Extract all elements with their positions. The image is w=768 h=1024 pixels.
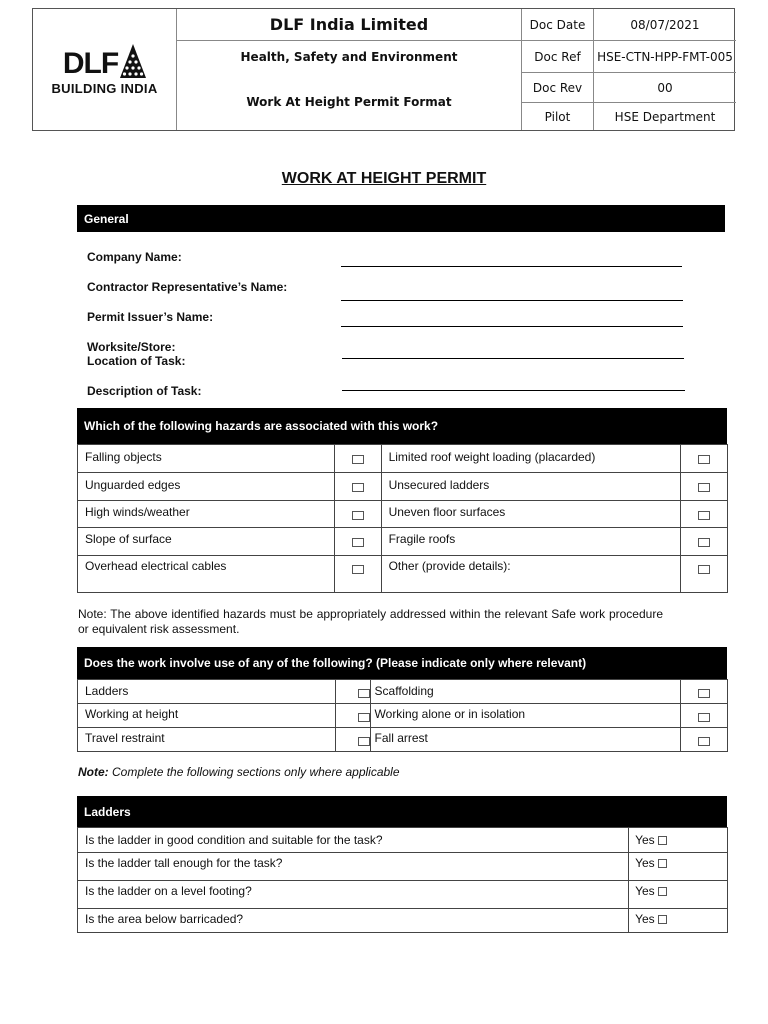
yes-label: Yes — [635, 833, 655, 847]
table-row — [78, 881, 728, 909]
permit-title: WORK AT HEIGHT PERMIT — [281, 170, 487, 187]
doc-date-label: Doc Date — [529, 17, 586, 32]
hazard-label: Fragile roofs — [381, 528, 680, 556]
company-name-label: Company Name: — [87, 250, 182, 264]
involve-checkbox[interactable] — [698, 689, 710, 698]
table-row — [78, 853, 728, 881]
hazard-checkbox[interactable] — [698, 511, 710, 520]
hazard-checkbox[interactable] — [698, 565, 710, 574]
hazard-checkbox[interactable] — [698, 455, 710, 464]
permit-issuer-field[interactable] — [341, 326, 683, 327]
involve-label: Working alone or in isolation — [370, 704, 681, 728]
ladders-section-heading: Ladders — [77, 796, 727, 827]
applicable-note-prefix: Note: — [78, 765, 109, 779]
ladder-question: Is the ladder on a level footing? — [78, 881, 629, 909]
company-logo — [33, 9, 176, 130]
table-row — [78, 501, 728, 528]
yes-checkbox[interactable] — [658, 915, 667, 924]
logo-triangle-icon — [120, 44, 146, 78]
logo-subtitle: BUILDING INDIA — [51, 80, 158, 96]
involve-label: Travel restraint — [78, 728, 336, 752]
hazard-checkbox[interactable] — [352, 538, 364, 547]
department-name: Health, Safety and Environment — [240, 49, 458, 64]
hazard-label: Limited roof weight loading (placarded) — [381, 445, 680, 473]
ladder-yes-option[interactable] — [629, 909, 728, 933]
involve-checkbox[interactable] — [358, 689, 370, 698]
doc-ref-value: HSE-CTN-HPP-FMT-005 — [597, 49, 733, 64]
yes-label: Yes — [635, 884, 655, 898]
involve-checkbox[interactable] — [358, 737, 370, 746]
hazards-section-heading: Which of the following hazards are associated with this work? — [77, 408, 727, 444]
doc-ref-label: Doc Ref — [534, 49, 581, 64]
doc-rev-value: 00 — [657, 80, 673, 95]
hazard-checkbox[interactable] — [698, 483, 710, 492]
table-row — [78, 680, 728, 704]
hazard-label: Unsecured ladders — [381, 473, 680, 501]
location-label: Location of Task: — [87, 354, 186, 368]
involve-section-heading: Does the work involve use of any of the following? (Please indicate only where relevant) — [77, 647, 727, 679]
company-name-field[interactable] — [341, 266, 682, 267]
involve-checkbox[interactable] — [698, 713, 710, 722]
yes-checkbox[interactable] — [658, 836, 667, 845]
description-field[interactable] — [342, 390, 685, 391]
company-name: DLF India Limited — [269, 15, 429, 34]
doc-rev-label: Doc Rev — [532, 80, 583, 95]
permit-issuer-label: Permit Issuer’s Name: — [87, 310, 214, 324]
table-row — [78, 828, 728, 853]
ladder-yes-option[interactable] — [629, 828, 728, 853]
hazard-label: Overhead electrical cables — [78, 556, 335, 593]
hazard-checkbox[interactable] — [352, 565, 364, 574]
hazard-checkbox[interactable] — [352, 455, 364, 464]
pilot-value: HSE Department — [614, 110, 716, 124]
ladder-yes-option[interactable] — [629, 853, 728, 881]
ladder-question: Is the area below barricaded? — [78, 909, 629, 933]
description-label: Description of Task: — [87, 384, 202, 398]
ladder-question: Is the ladder tall enough for the task? — [78, 853, 629, 881]
applicable-note-text: Complete the following sections only where applicable — [112, 765, 400, 779]
table-row — [78, 704, 728, 728]
hazards-note: Note: The above identified hazards must be appropriately addressed within the relevant Safe work procedure or equivalent risk assessment. — [78, 607, 663, 636]
involve-checkbox[interactable] — [698, 737, 710, 746]
hazard-checkbox[interactable] — [352, 483, 364, 492]
yes-label: Yes — [635, 856, 655, 870]
hazard-label: Uneven floor surfaces — [381, 501, 680, 528]
table-row — [78, 473, 728, 501]
table-row — [78, 528, 728, 556]
involve-label: Fall arrest — [370, 728, 681, 752]
hazard-checkbox[interactable] — [352, 511, 364, 520]
hazard-label: Other (provide details): — [381, 556, 680, 593]
involve-checkbox[interactable] — [358, 713, 370, 722]
ladder-question: Is the ladder in good condition and suitable for the task? — [78, 828, 629, 853]
hazard-label: High winds/weather — [78, 501, 335, 528]
pilot-label: Pilot — [544, 110, 571, 124]
hazard-label: Slope of surface — [78, 528, 335, 556]
hazard-label: Unguarded edges — [78, 473, 335, 501]
worksite-label: Worksite/Store: — [87, 340, 176, 354]
logo-text: DLF — [62, 46, 119, 80]
table-row — [78, 556, 728, 593]
ladder-yes-option[interactable] — [629, 881, 728, 909]
involve-label: Working at height — [78, 704, 336, 728]
involve-label: Scaffolding — [370, 680, 681, 704]
hazard-checkbox[interactable] — [698, 538, 710, 547]
hazards-table — [77, 444, 728, 593]
contractor-rep-label: Contractor Representative’s Name: — [87, 280, 288, 294]
ladders-table — [77, 827, 728, 933]
contractor-rep-field[interactable] — [341, 300, 683, 301]
yes-checkbox[interactable] — [658, 859, 667, 868]
hazard-label: Falling objects — [78, 445, 335, 473]
applicable-note — [78, 765, 400, 779]
doc-date-value: 08/07/2021 — [630, 17, 700, 32]
table-row — [78, 445, 728, 473]
table-row — [78, 909, 728, 933]
document-title: Work At Height Permit Format — [246, 95, 452, 109]
yes-checkbox[interactable] — [658, 887, 667, 896]
yes-label: Yes — [635, 912, 655, 926]
involve-table — [77, 679, 728, 752]
table-row — [78, 728, 728, 752]
document-header — [32, 8, 735, 131]
involve-label: Ladders — [78, 680, 336, 704]
worksite-location-field[interactable] — [342, 358, 684, 359]
general-section-heading: General — [77, 205, 725, 232]
